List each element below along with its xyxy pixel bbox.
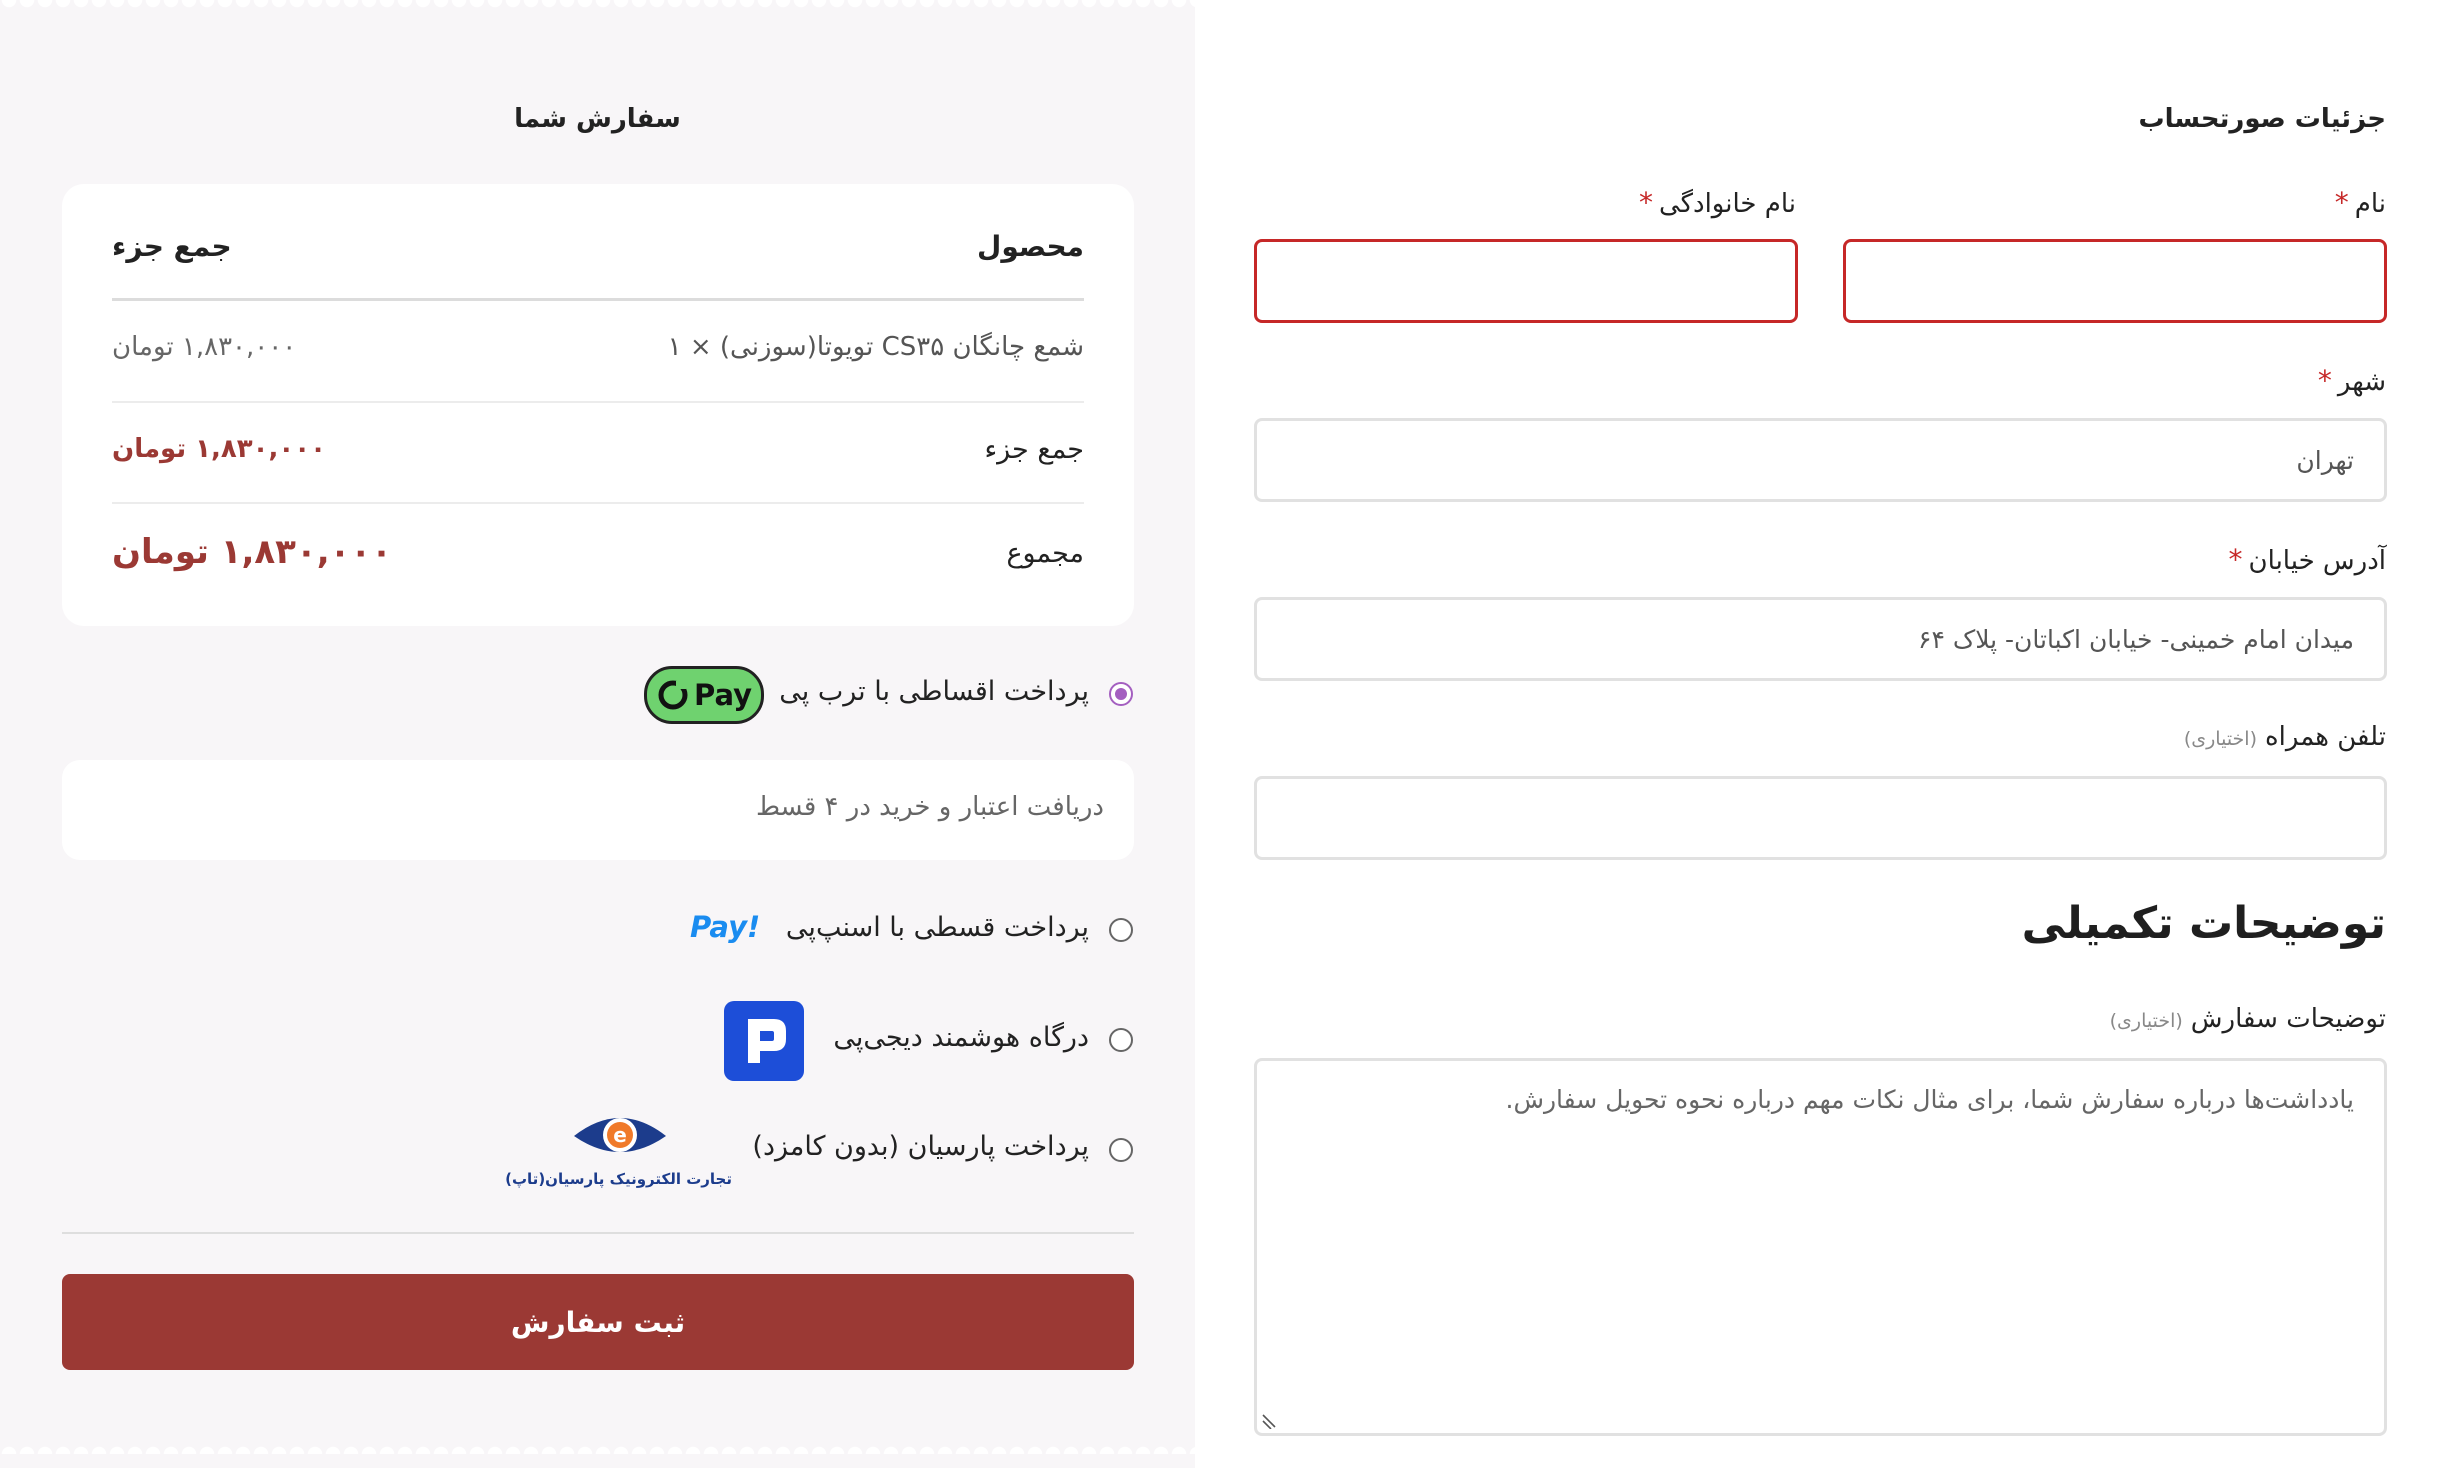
order-review-panel	[0, 0, 1195, 1468]
radio-parsian[interactable]	[1109, 1138, 1133, 1162]
torob-pay-description: دریافت اعتبار و خرید در ۴ قسط	[755, 792, 1104, 822]
subtotal-value: ۱,۸۳۰,۰۰۰ تومان	[112, 434, 327, 464]
radio-torob-pay[interactable]	[1109, 682, 1133, 706]
required-mark: *	[2317, 364, 2332, 397]
subtotal-label: جمع جزء	[984, 434, 1084, 465]
snapp-pay-logo-icon: Pay!	[690, 910, 761, 944]
place-order-button[interactable]: ثبت سفارش	[62, 1274, 1134, 1370]
order-item-name: شمع چانگان CS۳۵ تویوتا(سوزنی) × ۱	[667, 332, 1084, 362]
city-field[interactable]	[1254, 418, 2387, 502]
payment-divider	[62, 1232, 1134, 1234]
order-notes-label: توضیحات سفارش(اختیاری)	[2109, 1004, 2386, 1034]
table-divider	[112, 298, 1084, 301]
torob-pay-description-box	[62, 760, 1134, 860]
required-mark: *	[2334, 186, 2349, 219]
parsian-logo-icon	[505, 1106, 732, 1192]
address-value: میدان امام خمینی- خیابان اکباتان- پلاک ۶۴	[1918, 624, 2354, 654]
address-field[interactable]	[1254, 597, 2387, 681]
last-name-label: نام خانوادگی*	[1638, 186, 1796, 219]
payment-label: درگاه هوشمند دیجی‌پی	[833, 1022, 1089, 1053]
last-name-field[interactable]	[1254, 239, 1798, 323]
order-title: سفارش شما	[514, 104, 681, 134]
payment-label: پرداخت قسطی با اسنپ‌پی	[785, 912, 1089, 943]
optional-tag: (اختیاری)	[2109, 1010, 2183, 1032]
total-value: ۱,۸۳۰,۰۰۰ تومان	[112, 532, 392, 572]
torob-circle-icon	[656, 678, 690, 712]
torob-pay-logo-icon	[644, 666, 764, 724]
required-mark: *	[2228, 543, 2243, 576]
required-mark: *	[1638, 186, 1653, 219]
order-item-price: ۱,۸۳۰,۰۰۰ تومان	[112, 332, 297, 362]
radio-snapp-pay[interactable]	[1109, 918, 1133, 942]
additional-info-title: توضیحات تکمیلی	[2021, 898, 2386, 949]
city-label: شهر*	[2317, 364, 2386, 397]
svg-text:e: e	[613, 1123, 627, 1147]
order-notes-textarea[interactable]	[1254, 1058, 2387, 1436]
radio-digipay[interactable]	[1109, 1028, 1133, 1052]
torob-pay-logo-text: Pay	[693, 678, 753, 712]
payment-label: پرداخت پارسیان (بدون کامزد)	[752, 1131, 1089, 1162]
digipay-logo-icon	[724, 1001, 804, 1081]
billing-title: جزئیات صورتحساب	[2138, 104, 2386, 134]
phone-label: تلفن همراه(اختیاری)	[2183, 722, 2386, 752]
table-divider	[112, 401, 1084, 403]
first-name-label: نام*	[2334, 186, 2386, 219]
order-table	[62, 184, 1134, 626]
zigzag-edge-top	[0, 0, 1195, 14]
phone-field[interactable]	[1254, 776, 2387, 860]
city-value: تهران	[2296, 445, 2354, 475]
resize-handle-icon[interactable]	[1261, 1413, 1277, 1429]
column-header-product: محصول	[977, 230, 1084, 263]
column-header-subtotal: جمع جزء	[112, 230, 232, 263]
digipay-p-icon	[724, 1001, 804, 1081]
table-divider	[112, 502, 1084, 504]
payment-label: پرداخت اقساطی با ترب پی	[779, 676, 1089, 707]
parsian-logo-caption: تجارت الکترونیک پارسیان(تاپ)	[505, 1170, 732, 1188]
first-name-field[interactable]	[1843, 239, 2387, 323]
total-label: مجموع	[1006, 538, 1084, 569]
parsian-eye-icon	[570, 1106, 670, 1166]
zigzag-edge-bottom	[0, 1440, 1195, 1454]
address-label: آدرس خیابان*	[2228, 543, 2386, 576]
optional-tag: (اختیاری)	[2183, 728, 2257, 750]
order-notes-placeholder: یادداشت‌ها درباره سفارش شما، برای مثال نکات مهم درباره نحوه تحویل سفارش.	[1505, 1085, 2354, 1114]
